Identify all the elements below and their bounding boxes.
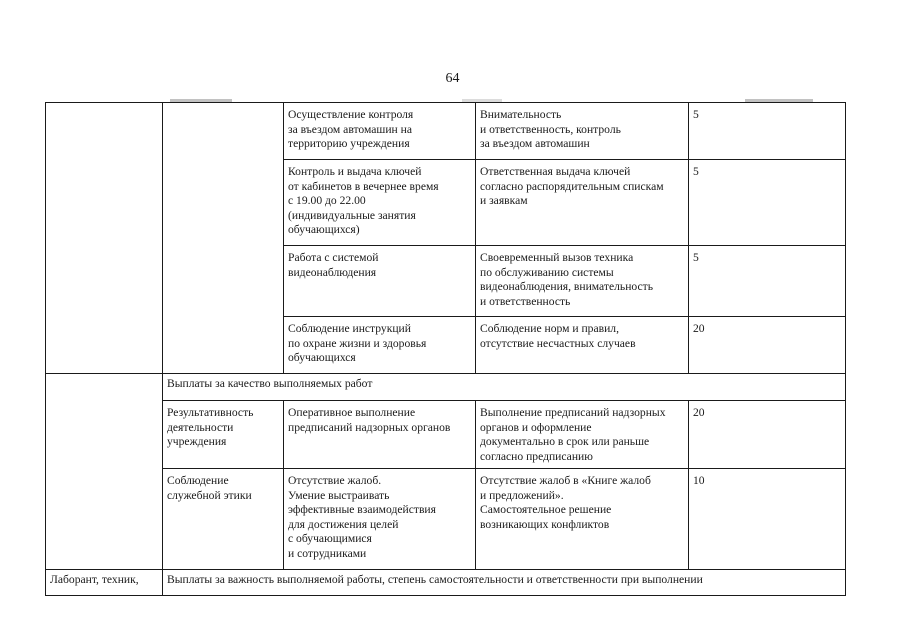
table-row <box>46 469 846 570</box>
points-cell: 5 <box>689 103 846 160</box>
points-cell: 20 <box>689 317 846 374</box>
points-cell: 5 <box>689 160 846 246</box>
category-cell: Соблюдение служебной этики <box>163 469 284 570</box>
criteria-cell: Выполнение предписаний надзорных органов и оформление документально в срок или раньше согласно предписанию <box>476 401 689 469</box>
table-row <box>46 401 846 469</box>
indicator-cell: Работа с системой видеонаблюдения <box>284 246 476 317</box>
category-cell: Результативность деятельности учреждения <box>163 401 284 469</box>
position-cell: Лаборант, техник, <box>46 570 163 596</box>
points-cell: 10 <box>689 469 846 570</box>
points-cell: 5 <box>689 246 846 317</box>
indicator-cell: Оперативное выполнение предписаний надзорных органов <box>284 401 476 469</box>
position-cell <box>46 103 163 374</box>
table-row <box>46 570 846 596</box>
payments-table <box>45 102 846 596</box>
criteria-cell: Соблюдение норм и правил, отсутствие несчастных случаев <box>476 317 689 374</box>
category-cell <box>163 103 284 374</box>
indicator-cell: Отсутствие жалоб. Умение выстраивать эффективные взаимодействия для достижения целей с обучающимися и сотрудниками <box>284 469 476 570</box>
indicator-cell: Осуществление контроля за въездом автомашин на территорию учреждения <box>284 103 476 160</box>
indicator-cell: Контроль и выдача ключей от кабинетов в вечернее время с 19.00 до 22.00 (индивидуальные занятия обучающихся) <box>284 160 476 246</box>
criteria-cell: Ответственная выдача ключей согласно распорядительным спискам и заявкам <box>476 160 689 246</box>
criteria-cell: Внимательность и ответственность, контроль за въездом автомашин <box>476 103 689 160</box>
criteria-cell: Своевременный вызов техника по обслуживанию системы видеонаблюдения, внимательность и ответственность <box>476 246 689 317</box>
points-cell: 20 <box>689 401 846 469</box>
table-row <box>46 103 846 160</box>
indicator-cell: Соблюдение инструкций по охране жизни и здоровья обучающихся <box>284 317 476 374</box>
criteria-cell: Отсутствие жалоб в «Книге жалоб и предложений». Самостоятельное решение возникающих конфликтов <box>476 469 689 570</box>
position-cell <box>46 374 163 570</box>
page-number: 64 <box>445 71 460 86</box>
section-heading: Выплаты за важность выполняемой работы, степень самостоятельности и ответственности при выполнении <box>163 570 846 596</box>
section-heading: Выплаты за качество выполняемых работ <box>163 374 846 401</box>
table-row <box>46 374 846 401</box>
